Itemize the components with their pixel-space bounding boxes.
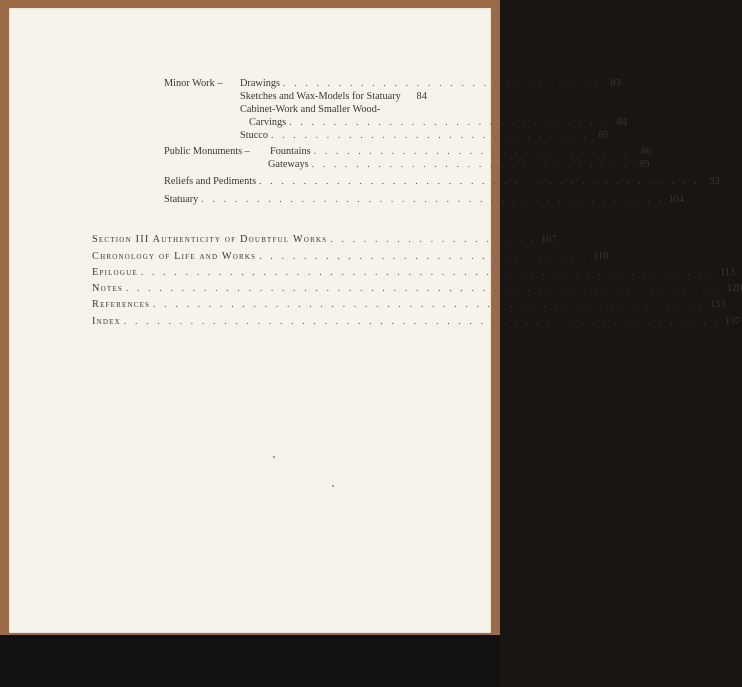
dot-leader: . . . . . . . . . . . . . . . . . . . . . . . . . . . . . [313,147,632,157]
dot-leader: . . . . . . . . . . . . . . . . . . . . . . . . . . . . . [271,131,589,141]
toc-entry-section-iii[interactable] [92,233,557,247]
toc-page-number: 104 [668,194,685,205]
dot-leader: . . . . . . . . . . . . . . . . . . . . . . . . . . . . . . . . . . . . . . . . . . . . . . . . . . . . [140,268,716,278]
background-shadow [0,635,500,687]
toc-page-number: 110 [593,251,609,262]
toc-entry-reliefs[interactable] [164,175,720,189]
toc-entry-notes[interactable] [92,282,742,296]
toc-page-number: 120 [727,283,742,294]
dot-leader: . . . . . . . . . . . . . . . . . . . [330,235,537,245]
toc-page-number: 84 [416,91,427,102]
toc-page-number: 83 [610,78,621,89]
toc-page-number: 84 [616,117,627,128]
toc-label: Reliefs and Pediments [164,176,257,187]
toc-label: Carvings [249,117,287,128]
toc-label: Gateways [268,159,309,170]
toc-label: Statuary [164,194,199,205]
toc-label: Epilogue [92,267,138,278]
toc-label: References [92,299,151,310]
dot-leader: . . . . . . . . . . . . . . . . . . . . . . . . . . . . . . . . . . . . . . . . . . . . . . . . . . . . . . [125,284,723,294]
dot-leader: . . . . . . . . . . . . . . . . . . . . . . . . . . . . . . [259,252,589,262]
paper-speck [332,485,334,487]
toc-entry-carvings[interactable] [249,116,627,130]
toc-label: Section III Authenticity of Doubtful Works [92,234,328,245]
dot-leader: . . . . . . . . . . . . . . . . . . . . . . . . . . . . . [289,118,607,128]
paper-speck [273,456,275,458]
toc-entry-index[interactable] [92,315,741,329]
toc-label: Stucco [240,130,269,141]
toc-page-number: 107 [541,234,557,245]
toc-entry-drawings[interactable] [240,77,621,91]
toc-entry-fountains[interactable] [270,145,652,159]
toc-label: Index [92,316,121,327]
toc-label: Sketches and Wax-Models for Statuary [240,91,401,102]
toc-entry-references[interactable] [92,298,726,312]
toc-page-number: 93 [709,176,720,187]
toc-entry-statuary[interactable] [164,193,685,207]
dot-leader: . . . . . . . . . . . . . . . . . . . . . . . . . . . . . [311,160,630,170]
minor-work-prefix: Minor Work – [164,78,223,89]
toc-page-number: 133 [709,299,726,310]
toc-entry-sketches[interactable] [240,90,446,104]
toc-page-number: 137 [724,316,741,327]
toc-page-number: 85 [598,130,609,141]
dot-leader: . . . . . . . . . . . . . . . . . . . . . . . . . . . . . [283,79,601,89]
dot-leader: . . . . . . . . . . . . . . . . . . . . . . . . . . . . . . . . . . . . . . . . . . [201,195,665,205]
toc-page-number: 89 [639,159,650,170]
toc-page-number: 113 [720,267,736,278]
public-monuments-prefix: Public Monuments – [164,146,250,157]
dot-leader: . . . . . . . . . . . . . . . . . . . . . . . . . . . . . . . . . . . . . . . . . . . . . . . . . . . . . . [123,317,721,327]
cabinet-work-line1: Cabinet-Work and Smaller Wood- [240,104,381,115]
toc-label: Chronology of Life and Works [92,251,257,262]
dot-leader: . . . . . . . . . . . . . . . . . . . . . . . . . . . . . . . . . . . . . . . . [259,177,700,187]
toc-entry-stucco[interactable] [240,129,609,143]
toc-page-number: 86 [641,146,652,157]
toc-entry-gateways[interactable] [268,158,650,172]
toc-entry-chronology[interactable] [92,250,609,264]
dot-leader: . . . . . . . . . . . . . . . . . . . . . . . . . . . . . . . . . . . . . . . . . . . . . . . . . . [153,300,706,310]
toc-label: Fountains [270,146,311,157]
toc-label: Drawings [240,78,281,89]
toc-entry-epilogue[interactable] [92,266,736,280]
toc-label: Notes [92,283,123,294]
